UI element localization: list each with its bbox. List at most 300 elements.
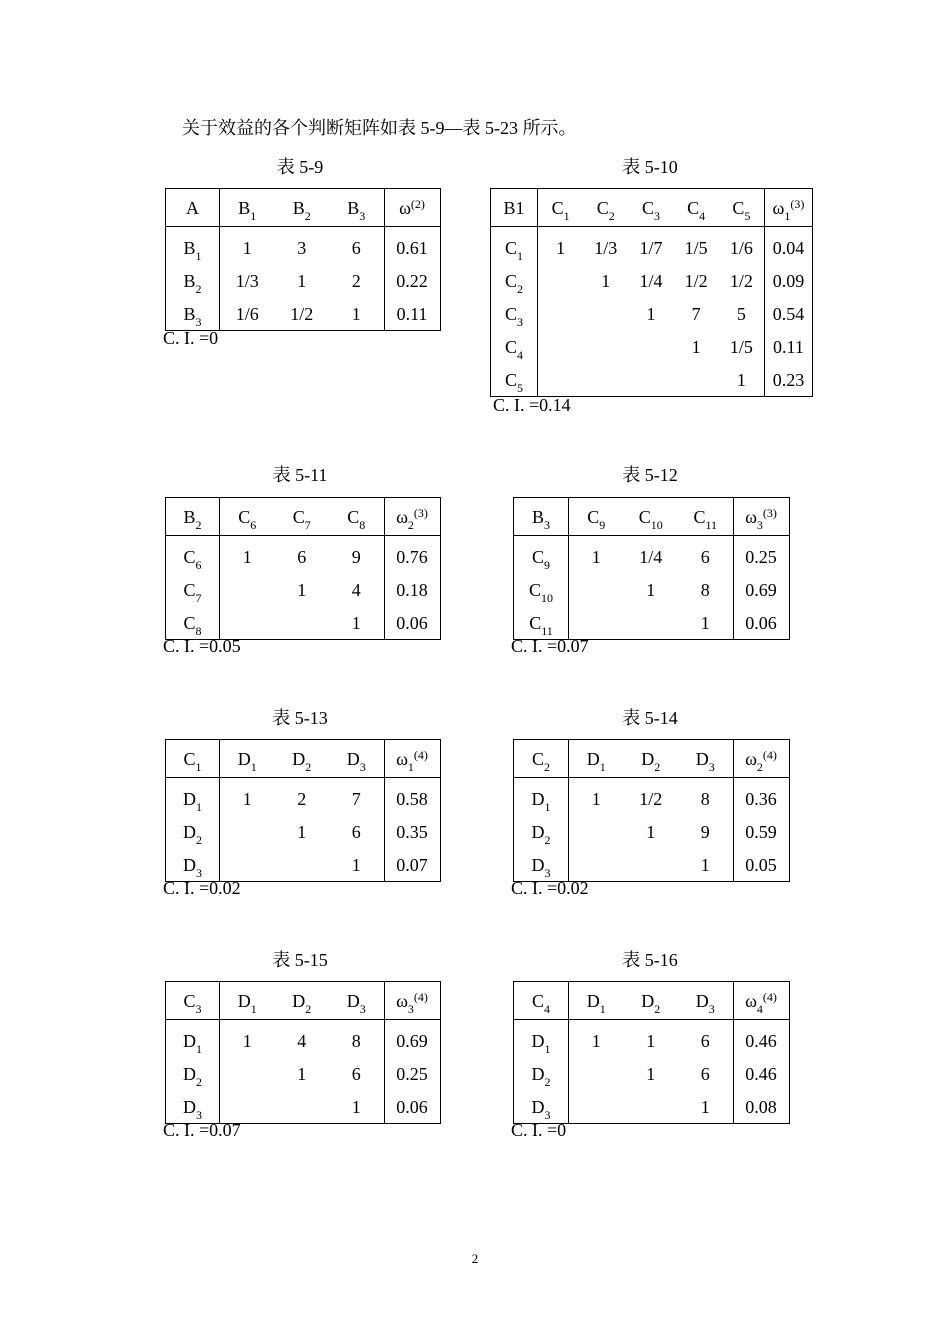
matrix-cell: 1/4 — [639, 270, 663, 291]
row-header — [166, 782, 220, 815]
matrix-cell: 1 — [297, 270, 307, 291]
matrix-cell: 1 — [691, 336, 701, 357]
omega-subscript: 2 — [407, 517, 414, 532]
symbol-subscript: 11 — [705, 517, 718, 532]
symbol-letter: D — [586, 748, 600, 769]
row-header — [491, 264, 538, 297]
symbol-subscript: 2 — [654, 759, 661, 774]
weight-cell: 0.36 — [733, 782, 789, 815]
matrix-cell: 1 — [297, 1063, 307, 1084]
symbol-subscript: 1 — [196, 1041, 202, 1056]
symbol-letter: C — [732, 197, 745, 218]
matrix-cell: 8 — [700, 788, 710, 809]
symbol-subscript: 2 — [195, 281, 202, 296]
omega-superscript: (2) — [410, 196, 425, 211]
table-row — [166, 606, 441, 640]
matrix-cell — [583, 330, 628, 363]
matrix-cell: 8 — [700, 579, 710, 600]
table-row — [166, 1090, 441, 1124]
weight-cell: 0.59 — [733, 815, 789, 848]
weight-cell: 0.61 — [384, 231, 440, 264]
row-header — [166, 1024, 220, 1057]
symbol-letter: D — [641, 748, 655, 769]
intro-text: 关于效益的各个判断矩阵如表 5-9—表 5-23 所示。 — [182, 118, 577, 138]
omega-symbol: ω — [745, 506, 757, 527]
weight-cell: 0.46 — [733, 1057, 789, 1090]
matrix-cell: 1/2 — [729, 270, 753, 291]
matrix-cell: 1 — [351, 854, 361, 875]
symbol-subscript: 6 — [250, 517, 257, 532]
matrix-cell: 9 — [351, 546, 361, 567]
symbol-subscript: 9 — [544, 557, 550, 572]
weight-cell: 0.69 — [384, 1024, 440, 1057]
symbol-subscript: 3 — [544, 865, 551, 880]
consistency-index: C. I. =0.02 — [511, 878, 589, 898]
symbol-letter: C — [641, 197, 654, 218]
symbol-letter: D — [531, 1030, 545, 1051]
matrix-cell: 1 — [242, 237, 252, 258]
symbol-subscript: 3 — [544, 517, 550, 532]
omega-subscript: 3 — [407, 1001, 414, 1016]
omega-subscript: 2 — [756, 759, 763, 774]
table-row — [514, 1090, 790, 1124]
weight-cell: 0.23 — [764, 363, 812, 397]
table-row — [166, 1024, 441, 1057]
matrix-cell — [538, 297, 584, 330]
matrix-cell: 1/6 — [235, 303, 259, 324]
judgment-matrix-table — [513, 981, 790, 1124]
symbol-subscript: 2 — [544, 759, 550, 774]
symbol-letter: C — [183, 990, 196, 1011]
weight-cell: 0.06 — [733, 606, 789, 640]
weight-cell: 0.07 — [384, 848, 440, 882]
symbol-subscript: 1 — [196, 799, 202, 814]
omega-subscript: 3 — [756, 517, 763, 532]
row-header — [514, 606, 569, 640]
matrix-cell: 1 — [242, 1030, 252, 1051]
symbol-subscript: 1 — [599, 759, 606, 774]
symbol-letter: C — [531, 990, 544, 1011]
table-row — [166, 848, 441, 882]
row-header — [491, 330, 538, 363]
weight-cell: 0.46 — [733, 1024, 789, 1057]
omega-symbol: ω — [745, 748, 757, 769]
symbol-letter: D — [346, 990, 360, 1011]
symbol-letter: B1 — [503, 197, 525, 218]
matrix-cell: 1 — [591, 788, 601, 809]
column-header — [275, 498, 330, 536]
matrix-cell — [220, 606, 275, 640]
column-header — [329, 498, 384, 536]
column-header — [624, 740, 679, 778]
symbol-letter: C — [551, 197, 564, 218]
symbol-subscript: 7 — [304, 517, 311, 532]
column-header — [583, 189, 628, 227]
symbol-subscript: 2 — [517, 281, 523, 296]
column-header — [275, 740, 330, 778]
symbol-subscript: 2 — [305, 1001, 312, 1016]
consistency-index: C. I. =0.07 — [163, 1120, 241, 1140]
table-header-row — [514, 740, 790, 778]
consistency-index: C. I. =0.14 — [493, 395, 571, 415]
symbol-subscript: 3 — [196, 865, 202, 880]
symbol-subscript: 3 — [653, 208, 660, 223]
row-header — [514, 540, 569, 573]
symbol-letter: D — [183, 1096, 196, 1117]
symbol-letter: C — [531, 748, 544, 769]
omega-superscript: (4) — [762, 747, 777, 762]
symbol-subscript: 3 — [517, 314, 523, 329]
table-row — [491, 231, 813, 264]
matrix-cell — [220, 815, 275, 848]
omega-superscript: (4) — [413, 989, 428, 1004]
row-header — [514, 1024, 569, 1057]
matrix-cell: 1 — [646, 303, 656, 324]
matrix-cell: 1 — [700, 854, 710, 875]
symbol-letter: C — [504, 336, 517, 357]
judgment-matrix-table — [165, 981, 441, 1124]
symbol-subscript: 3 — [359, 1001, 366, 1016]
matrix-cell — [569, 815, 624, 848]
symbol-subscript: 3 — [708, 1001, 715, 1016]
table-row — [514, 540, 790, 573]
symbol-subscript: 1 — [250, 208, 257, 223]
weight-cell: 0.54 — [764, 297, 812, 330]
judgment-matrix-table — [165, 739, 441, 882]
symbol-subscript: 1 — [563, 208, 570, 223]
column-header — [569, 498, 624, 536]
symbol-letter: D — [237, 748, 251, 769]
symbol-letter: C — [596, 197, 609, 218]
matrix-cell: 6 — [297, 546, 307, 567]
consistency-index: C. I. =0 — [163, 328, 219, 348]
matrix-cell: 4 — [297, 1030, 307, 1051]
symbol-letter: D — [237, 990, 251, 1011]
table-caption: 表 5-13 — [272, 708, 328, 728]
symbol-subscript: 8 — [359, 517, 366, 532]
symbol-letter: C — [504, 303, 517, 324]
page-number: 2 — [471, 1251, 479, 1266]
table-header-row — [166, 189, 441, 227]
matrix-cell: 1/5 — [684, 237, 708, 258]
table-row — [514, 848, 790, 882]
table-header-row — [514, 498, 790, 536]
matrix-cell: 1 — [646, 1030, 656, 1051]
symbol-subscript: 10 — [650, 517, 663, 532]
symbol-letter: D — [641, 990, 655, 1011]
matrix-cell — [220, 1057, 275, 1090]
weight-cell: 0.09 — [764, 264, 812, 297]
symbol-subscript: 1 — [544, 1041, 551, 1056]
omega-symbol: ω — [396, 748, 408, 769]
column-header — [220, 740, 275, 778]
symbol-subscript: 4 — [517, 347, 523, 362]
matrix-cell — [583, 297, 628, 330]
row-header — [491, 363, 538, 397]
symbol-letter: D — [695, 990, 709, 1011]
symbol-subscript: 3 — [544, 1107, 551, 1122]
column-header — [628, 189, 673, 227]
weight-header — [384, 498, 440, 536]
symbol-subscript: 2 — [608, 208, 615, 223]
symbol-subscript: 5 — [517, 380, 523, 395]
row-header — [166, 231, 220, 264]
symbol-letter: B — [531, 506, 544, 527]
table-row — [166, 264, 441, 297]
symbol-subscript: 10 — [541, 590, 553, 605]
weight-header — [384, 189, 440, 227]
table-caption: 表 5-14 — [622, 708, 678, 728]
row-header — [514, 1090, 569, 1124]
symbol-letter: B — [183, 303, 196, 324]
symbol-letter: C — [347, 506, 360, 527]
column-header — [275, 982, 330, 1020]
table-header-row — [166, 982, 441, 1020]
matrix-cell: 1 — [646, 821, 656, 842]
symbol-letter: D — [346, 748, 360, 769]
symbol-subscript: 2 — [195, 517, 202, 532]
corner-cell — [491, 189, 538, 227]
matrix-cell: 9 — [700, 821, 710, 842]
matrix-cell: 6 — [351, 1063, 361, 1084]
judgment-matrix-table — [513, 497, 790, 640]
weight-header — [384, 982, 440, 1020]
matrix-cell: 6 — [351, 821, 361, 842]
judgment-matrix-table — [165, 497, 441, 640]
column-header — [275, 189, 330, 227]
matrix-cell: 4 — [351, 579, 361, 600]
judgment-matrix-table — [165, 188, 441, 331]
weight-cell: 0.11 — [764, 330, 812, 363]
matrix-cell: 1/5 — [729, 336, 753, 357]
weight-header — [764, 189, 812, 227]
symbol-subscript: 6 — [195, 557, 202, 572]
table-row — [514, 782, 790, 815]
row-header — [514, 1057, 569, 1090]
matrix-cell: 1 — [736, 369, 746, 390]
matrix-cell: 3 — [297, 237, 307, 258]
symbol-letter: C — [504, 237, 517, 258]
row-header — [491, 297, 538, 330]
omega-symbol: ω — [396, 990, 408, 1011]
weight-cell: 0.25 — [384, 1057, 440, 1090]
omega-symbol: ω — [745, 990, 757, 1011]
symbol-letter: D — [183, 1063, 196, 1084]
table-row — [166, 815, 441, 848]
symbol-subscript: 2 — [654, 1001, 661, 1016]
table-row — [491, 363, 813, 397]
weight-cell: 0.76 — [384, 540, 440, 573]
weight-cell: 0.18 — [384, 573, 440, 606]
matrix-cell — [624, 848, 679, 882]
table-row — [491, 330, 813, 363]
weight-header — [733, 740, 789, 778]
matrix-cell: 1 — [242, 788, 252, 809]
matrix-cell: 1 — [351, 1096, 361, 1117]
symbol-letter: C — [504, 270, 517, 291]
corner-cell — [514, 498, 569, 536]
matrix-cell: 1 — [700, 1096, 710, 1117]
weight-cell: 0.58 — [384, 782, 440, 815]
symbol-letter: D — [531, 821, 545, 842]
matrix-cell: 1 — [351, 612, 361, 633]
symbol-letter: C — [528, 579, 541, 600]
table-row — [166, 231, 441, 264]
matrix-cell — [569, 573, 624, 606]
symbol-subscript: 2 — [196, 1074, 202, 1089]
corner-cell — [166, 740, 220, 778]
matrix-cell — [220, 573, 275, 606]
row-header — [166, 606, 220, 640]
column-header — [538, 189, 584, 227]
symbol-letter: D — [183, 821, 196, 842]
matrix-cell: 1 — [556, 237, 566, 258]
weight-cell: 0.35 — [384, 815, 440, 848]
matrix-cell: 6 — [700, 1030, 710, 1051]
symbol-subscript: 3 — [708, 759, 715, 774]
matrix-cell: 5 — [736, 303, 746, 324]
row-header — [491, 231, 538, 264]
table-row — [514, 573, 790, 606]
table-row — [514, 1057, 790, 1090]
symbol-subscript: 9 — [599, 517, 606, 532]
weight-cell: 0.06 — [384, 606, 440, 640]
row-header — [166, 297, 220, 331]
symbol-subscript: 1 — [250, 759, 257, 774]
weight-cell: 0.06 — [384, 1090, 440, 1124]
symbol-letter: B — [183, 270, 196, 291]
weight-cell: 0.11 — [384, 297, 440, 331]
symbol-letter: C — [183, 748, 196, 769]
matrix-cell: 1/6 — [729, 237, 753, 258]
matrix-cell — [674, 363, 719, 397]
symbol-subscript: 4 — [699, 208, 706, 223]
omega-symbol: ω — [399, 197, 411, 218]
matrix-cell: 1 — [601, 270, 611, 291]
symbol-subscript: 2 — [544, 832, 551, 847]
column-header — [329, 740, 384, 778]
column-header — [220, 982, 275, 1020]
omega-subscript: 1 — [407, 759, 414, 774]
omega-superscript: (3) — [762, 505, 777, 520]
consistency-index: C. I. =0 — [511, 1120, 567, 1140]
table-row — [166, 1057, 441, 1090]
matrix-cell — [220, 848, 275, 882]
weight-cell: 0.04 — [764, 231, 812, 264]
omega-symbol: ω — [396, 506, 408, 527]
column-header — [624, 498, 679, 536]
column-header — [678, 740, 733, 778]
consistency-index: C. I. =0.05 — [163, 636, 241, 656]
matrix-cell: 1/3 — [235, 270, 259, 291]
symbol-letter: D — [531, 1096, 545, 1117]
matrix-cell — [538, 363, 584, 397]
symbol-subscript: 2 — [196, 832, 202, 847]
symbol-letter: C — [638, 506, 651, 527]
consistency-index: C. I. =0.02 — [163, 878, 241, 898]
table-row — [166, 782, 441, 815]
matrix-cell: 1/2 — [290, 303, 314, 324]
column-header — [220, 498, 275, 536]
symbol-letter: C — [183, 612, 196, 633]
table-row — [491, 264, 813, 297]
weight-cell: 0.25 — [733, 540, 789, 573]
matrix-cell: 7 — [351, 788, 361, 809]
symbol-subscript: 1 — [250, 1001, 257, 1016]
matrix-cell — [569, 606, 624, 640]
table-row — [166, 540, 441, 573]
weight-cell: 0.05 — [733, 848, 789, 882]
consistency-index: C. I. =0.07 — [511, 636, 589, 656]
matrix-cell: 1 — [591, 1030, 601, 1051]
symbol-subscript: 2 — [544, 1074, 551, 1089]
row-header — [166, 573, 220, 606]
symbol-subscript: 4 — [544, 1001, 550, 1016]
matrix-cell: 6 — [700, 1063, 710, 1084]
table-row — [166, 573, 441, 606]
matrix-cell: 1 — [646, 579, 656, 600]
symbol-subscript: 5 — [744, 208, 751, 223]
omega-superscript: (3) — [790, 196, 805, 211]
matrix-cell: 1 — [591, 546, 601, 567]
symbol-letter: C — [687, 197, 700, 218]
column-header — [678, 982, 733, 1020]
matrix-cell: 6 — [700, 546, 710, 567]
matrix-cell: 2 — [351, 270, 361, 291]
column-header — [569, 740, 624, 778]
symbol-letter: D — [531, 854, 545, 875]
symbol-letter: C — [292, 506, 305, 527]
symbol-letter: D — [531, 788, 545, 809]
symbol-letter: D — [695, 748, 709, 769]
symbol-subscript: 3 — [359, 759, 366, 774]
matrix-cell — [275, 848, 330, 882]
matrix-cell — [275, 1090, 330, 1124]
row-header — [166, 1090, 220, 1124]
judgment-matrix-table — [490, 188, 813, 397]
matrix-cell: 1 — [297, 579, 307, 600]
matrix-cell: 1/4 — [639, 546, 663, 567]
symbol-letter: B — [183, 506, 196, 527]
weight-cell: 0.22 — [384, 264, 440, 297]
symbol-letter: C — [531, 546, 544, 567]
matrix-cell: 1 — [297, 821, 307, 842]
symbol-subscript: 3 — [195, 1001, 202, 1016]
matrix-cell: 1 — [700, 612, 710, 633]
symbol-letter: C — [587, 506, 600, 527]
matrix-cell — [624, 606, 679, 640]
row-header — [514, 782, 569, 815]
symbol-subscript: 1 — [195, 759, 202, 774]
symbol-letter: D — [292, 748, 306, 769]
matrix-cell — [628, 363, 673, 397]
matrix-cell — [583, 363, 628, 397]
symbol-subscript: 7 — [195, 590, 202, 605]
weight-header — [733, 982, 789, 1020]
matrix-cell — [538, 264, 584, 297]
symbol-subscript: 1 — [195, 248, 202, 263]
matrix-cell — [538, 330, 584, 363]
symbol-letter: C — [183, 579, 196, 600]
row-header — [514, 848, 569, 882]
symbol-letter: D — [183, 854, 196, 875]
symbol-subscript: 1 — [544, 799, 551, 814]
symbol-letter: D — [292, 990, 306, 1011]
matrix-cell — [624, 1090, 679, 1124]
symbol-letter: C — [504, 369, 517, 390]
matrix-cell — [569, 848, 624, 882]
judgment-matrix-table — [513, 739, 790, 882]
